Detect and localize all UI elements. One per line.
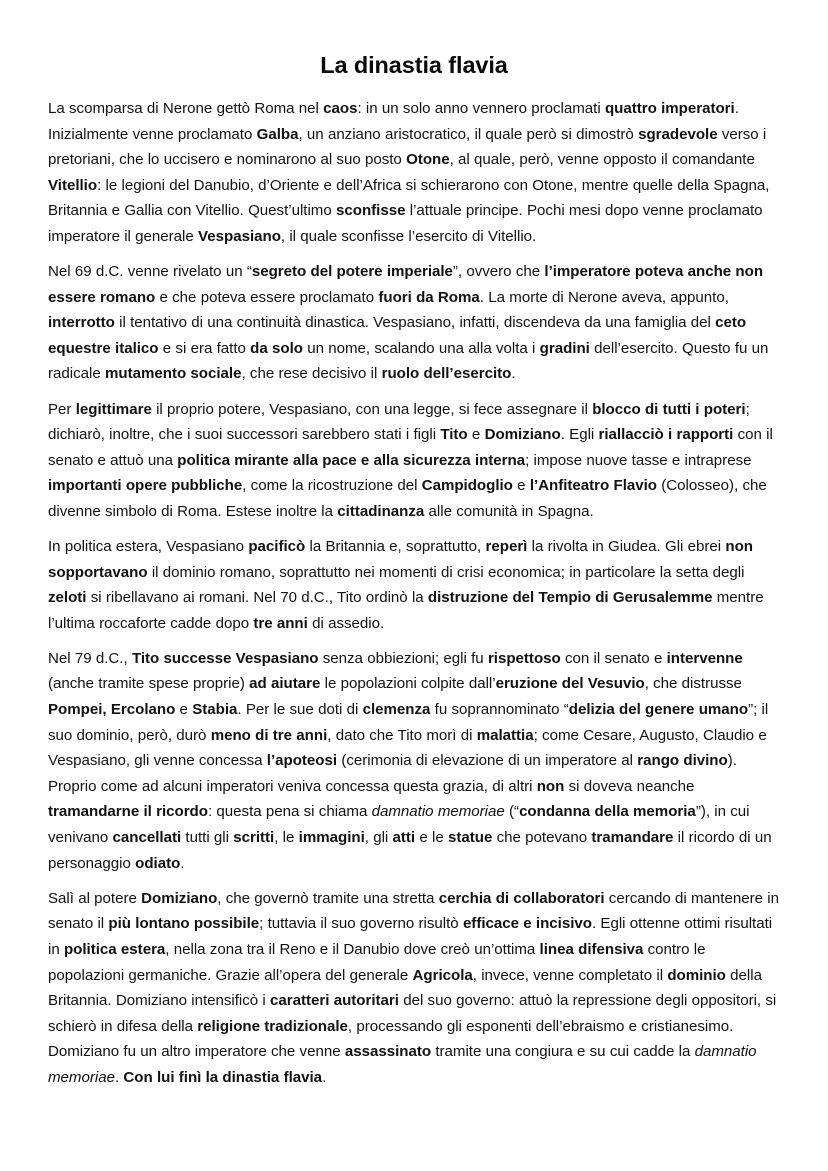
bold-run: tramandare (591, 829, 674, 847)
bold-run: malattia (476, 726, 534, 744)
bold-run: immagini (298, 829, 365, 847)
bold-run: Tito (440, 426, 468, 444)
text-run: , al quale, però, venne opposto il comandante (449, 151, 755, 169)
bold-run: assassinato (344, 1043, 432, 1061)
text-run: , gli (364, 829, 393, 847)
bold-run: clemenza (362, 701, 431, 719)
bold-run: statue (448, 829, 493, 847)
text-run: cercando di mantenere in senato il (48, 889, 779, 933)
bold-run: Campidoglio (421, 477, 513, 495)
text-run: , invece, venne completato il (472, 966, 668, 984)
bold-run: sconfisse (336, 202, 406, 220)
text-run: un nome, scalando una alla volta i (302, 339, 540, 357)
text-run: , le (274, 829, 299, 847)
text-run: : in un solo anno vennero proclamati (357, 100, 605, 117)
text-run: , che distrusse (644, 675, 742, 693)
text-run: ; tuttavia il suo governo risultò (259, 915, 463, 933)
bold-run: linea difensiva (539, 940, 644, 958)
text-run: dell’esercito. Questo fu un radicale (48, 339, 769, 383)
text-run: (“ (504, 803, 520, 821)
text-run: Nel 79 d.C., (48, 649, 132, 667)
bold-run: tre anni (253, 614, 308, 632)
bold-run: scritti (233, 829, 275, 847)
bold-run: ad aiutare (249, 675, 321, 693)
text-run: tutti gli (181, 829, 234, 847)
text-run: di assedio. (307, 614, 385, 632)
text-run: , nella zona tra il Reno e il Danubio dove creò un’ottima (165, 940, 540, 958)
text-run: l’attuale principe. Pochi mesi dopo venne proclamato imperatore il generale (48, 202, 763, 245)
bold-run: Con lui finì la dinastia flavia (123, 1068, 323, 1086)
text-run: il proprio potere, Vespasiano, con una legge, si fece assegnare il (151, 400, 593, 418)
text-run: . (180, 854, 185, 872)
text-run: Salì al potere (48, 889, 142, 907)
bold-run: pacificò (248, 538, 306, 555)
bold-run: l’apoteosi (266, 752, 338, 770)
bold-run: riallacciò i rapporti (598, 426, 734, 444)
bold-run: zeloti (48, 589, 87, 607)
paragraph (48, 397, 780, 525)
bold-run: Stabia (192, 701, 238, 719)
text-run: ; impose nuove tasse e intraprese (525, 451, 752, 469)
paragraph (48, 534, 780, 636)
bold-run: efficace e incisivo (462, 915, 592, 933)
text-run: : le legioni del Danubio, d’Oriente e dell’Africa si schierarono con Otone, mentre quelle della Spagna, Britannia e Gallia con Vitellio. Quest’ultimo (48, 176, 770, 220)
text-run: alle comunità in Spagna. (424, 502, 594, 520)
text-run: che potevano (492, 829, 592, 847)
text-run: e si era fatto (158, 339, 251, 357)
text-run: con il senato e (560, 649, 667, 667)
bold-run: ruolo dell’esercito (381, 365, 512, 383)
text-run: ). Proprio come ad alcuni imperatori veniva concessa questa grazia, di altri (48, 752, 737, 795)
bold-run: gradini (539, 339, 590, 357)
text-run: , il quale sconfisse l’esercito di Vitellio. (280, 227, 537, 245)
text-run: ; come Cesare, Augusto, Claudio e Vespasiano, gli venne concessa (48, 726, 767, 770)
bold-run: rango divino (637, 752, 728, 770)
bold-run: l’Anfiteatro Flavio (529, 477, 658, 495)
bold-run: quattro imperatori (604, 100, 735, 117)
text-run: (cerimonia di elevazione di un imperatore al (337, 752, 638, 770)
bold-run: cerchia di collaboratori (438, 889, 605, 907)
text-run: . La morte di Nerone aveva, appunto, (479, 288, 729, 306)
bold-run: Pompei, Ercolano (48, 701, 176, 719)
text-run: La scomparsa di Nerone gettò Roma nel (48, 100, 324, 117)
paragraph (48, 886, 780, 1091)
bold-run: legittimare (75, 400, 152, 418)
text-run: della Britannia. Domiziano intensificò i (48, 966, 762, 1010)
bold-run: caratteri autoritari (270, 992, 399, 1010)
bold-run: Vespasiano (198, 227, 281, 245)
paragraph (48, 259, 780, 387)
text-run: e le (415, 829, 448, 847)
text-run: . Egli ottenne ottimi risultati in (48, 915, 773, 958)
bold-run: non sopportavano (48, 538, 753, 581)
italic-run: damnatio memoriae (371, 803, 505, 821)
text-run: le popolazioni colpite dall’ (320, 675, 496, 693)
document-body (48, 96, 780, 1090)
bold-run: tramandarne il ricordo (48, 803, 208, 821)
text-run: il tentativo di una continuità dinastica. Vespasiano, infatti, discendeva da una famiglia del (114, 314, 716, 332)
text-run: (Colosseo), che divenne simbolo di Roma. Estese inoltre la (48, 477, 767, 520)
bold-run: distruzione del Tempio di Gerusalemme (427, 589, 713, 607)
text-run: . Egli (560, 426, 599, 444)
bold-run: reperì (485, 538, 528, 555)
text-run: Per (48, 400, 76, 418)
text-run: fu soprannominato “ (430, 701, 569, 719)
text-run: . (511, 365, 516, 383)
bold-run: più lontano possibile (108, 915, 260, 933)
bold-run: religione tradizionale (197, 1017, 348, 1035)
text-run: , che rese decisivo il (241, 365, 382, 383)
paragraph (48, 96, 780, 250)
text-run: , un anziano aristocratico, il quale però si dimostrò (298, 125, 639, 143)
text-run: tramite una congiura e su cui cadde la (431, 1043, 695, 1061)
text-run: . Per le sue doti di (237, 701, 363, 719)
text-run: . Inizialmente venne proclamato (48, 100, 739, 143)
bold-run: blocco di tutti i poteri (592, 400, 746, 418)
bold-run: cittadinanza (337, 502, 425, 520)
bold-run: cancellati (112, 829, 182, 847)
bold-run: intervenne (666, 649, 743, 667)
text-run: e (467, 426, 485, 444)
text-run: ”), in cui venivano (48, 803, 750, 847)
bold-run: importanti opere pubbliche (48, 477, 243, 495)
text-run: . (114, 1068, 124, 1086)
text-run: mentre l’ultima roccaforte cadde dopo (48, 589, 764, 632)
bold-run: Domiziano (484, 426, 561, 444)
text-run: verso i pretoriani, che lo uccisero e nominarono al suo posto (48, 125, 767, 169)
text-run: ; dichiarò, inoltre, che i suoi successori sarebbero stati i figli (48, 400, 750, 444)
text-run: senza obbiezioni; egli fu (318, 649, 488, 667)
bold-run: segreto del potere imperiale (251, 263, 453, 281)
bold-run: meno di tre anni (210, 726, 328, 744)
bold-run: atti (392, 829, 416, 847)
bold-run: mutamento sociale (104, 365, 242, 383)
text-run: con il senato e attuò una (48, 426, 773, 469)
text-run: : questa pena si chiama (207, 803, 372, 821)
bold-run: caos (323, 100, 358, 117)
text-run: il ricordo di un personaggio (48, 829, 772, 872)
bold-run: interrotto (48, 314, 115, 332)
bold-run: Galba (256, 125, 299, 143)
text-run: . (322, 1068, 327, 1086)
text-run: (anche tramite spese proprie) (48, 675, 250, 693)
paragraph (48, 646, 780, 876)
text-run: ”; il suo dominio, però, durò (48, 701, 769, 744)
bold-run: politica mirante alla pace e alla sicurezza interna (177, 451, 526, 469)
page-title: La dinastia flavia (320, 52, 508, 78)
bold-run: rispettoso (487, 649, 561, 667)
text-run: del suo governo: attuò la repressione degli oppositori, si schierò in difesa della (48, 992, 777, 1035)
bold-run: delizia del genere umano (568, 701, 749, 719)
text-run: contro le popolazioni germaniche. Grazie all’opera del generale (48, 940, 706, 984)
text-run: e che poteva essere proclamato (155, 288, 379, 306)
text-run: In politica estera, Vespasiano (48, 538, 249, 555)
bold-run: sgradevole (638, 125, 718, 143)
text-run: la rivolta in Giudea. Gli ebrei (527, 538, 726, 555)
bold-run: dominio (667, 966, 726, 984)
italic-run: damnatio memoriae (48, 1043, 757, 1086)
text-run: e (512, 477, 530, 495)
bold-run: Otone (406, 151, 450, 169)
text-run: si ribellavano ai romani. Nel 70 d.C., Tito ordinò la (86, 589, 428, 607)
text-run: , dato che Tito morì di (327, 726, 477, 744)
text-run: , come la ricostruzione del (242, 477, 422, 495)
text-run: e (175, 701, 193, 719)
text-run: la Britannia e, soprattutto, (305, 538, 486, 555)
bold-run: politica estera (63, 940, 166, 958)
text-run: , processando gli esponenti dell’ebraismo e cristianesimo. Domiziano fu un altro imperatore che venne (48, 1017, 734, 1061)
bold-run: fuori da Roma (378, 288, 480, 306)
bold-run: Vitellio (48, 176, 98, 194)
bold-run: Domiziano (141, 889, 218, 907)
bold-run: condanna della memoria (519, 803, 696, 821)
bold-run: non (536, 777, 565, 795)
bold-run: Agricola (412, 966, 473, 984)
text-run: , che governò tramite una stretta (217, 889, 439, 907)
text-run: Nel 69 d.C. venne rivelato un “ (48, 263, 252, 281)
bold-run: da solo (250, 339, 303, 357)
bold-run: l’imperatore poteva anche non essere romano (48, 263, 764, 306)
text-run: si doveva neanche (564, 777, 695, 795)
text-run: il dominio romano, soprattutto nei momenti di crisi economica; in particolare la setta degli (147, 563, 745, 581)
bold-run: ceto equestre italico (48, 314, 747, 357)
bold-run: Tito successe Vespasiano (131, 649, 319, 667)
text-run: ”, ovvero che (452, 263, 545, 281)
bold-run: eruzione del Vesuvio (495, 675, 645, 693)
bold-run: odiato (135, 854, 181, 872)
